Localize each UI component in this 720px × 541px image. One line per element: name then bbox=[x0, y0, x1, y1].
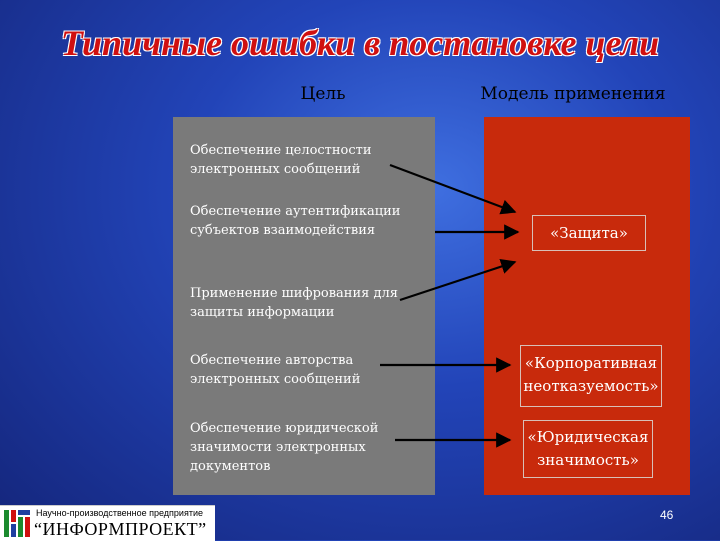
model-label: «Корпоративная bbox=[524, 354, 658, 372]
model-label: «Юридическая bbox=[527, 428, 649, 446]
goal-line: электронных сообщений bbox=[190, 372, 361, 387]
goal-line: защиты информации bbox=[190, 305, 335, 320]
model-label: неотказуемость» bbox=[523, 377, 659, 395]
goal-column-header: Цель bbox=[300, 84, 346, 104]
arrow-integrity-to-protection bbox=[390, 165, 515, 212]
goal-line: Обеспечение целостности bbox=[190, 143, 372, 158]
goal-line: субъектов взаимодействия bbox=[190, 223, 376, 238]
goal-line: документов bbox=[190, 459, 271, 474]
goal-line: значимости электронных bbox=[190, 440, 366, 455]
model-column-header: Модель применения bbox=[480, 84, 666, 104]
goal-line: Обеспечение аутентификации bbox=[190, 204, 401, 219]
slide-title: Типичные ошибки в постановке цели bbox=[60, 23, 660, 63]
goal-line: Применение шифрования для bbox=[190, 286, 398, 301]
goal-line: Обеспечение авторства bbox=[190, 353, 354, 368]
goal-line: Обеспечение юридической bbox=[190, 421, 379, 436]
arrow-encryption-to-protection bbox=[400, 262, 515, 300]
page-number: 46 bbox=[660, 508, 674, 522]
model-label: «Защита» bbox=[550, 224, 628, 242]
logo-subtitle: Научно-производственное предприятие bbox=[36, 508, 203, 518]
logo-name: “ИНФОРМПРОЕКТ” bbox=[34, 519, 207, 539]
model-label: значимость» bbox=[537, 451, 639, 469]
company-logo bbox=[0, 505, 215, 541]
company-logo-icon bbox=[4, 510, 30, 537]
goal-line: электронных сообщений bbox=[190, 162, 361, 177]
